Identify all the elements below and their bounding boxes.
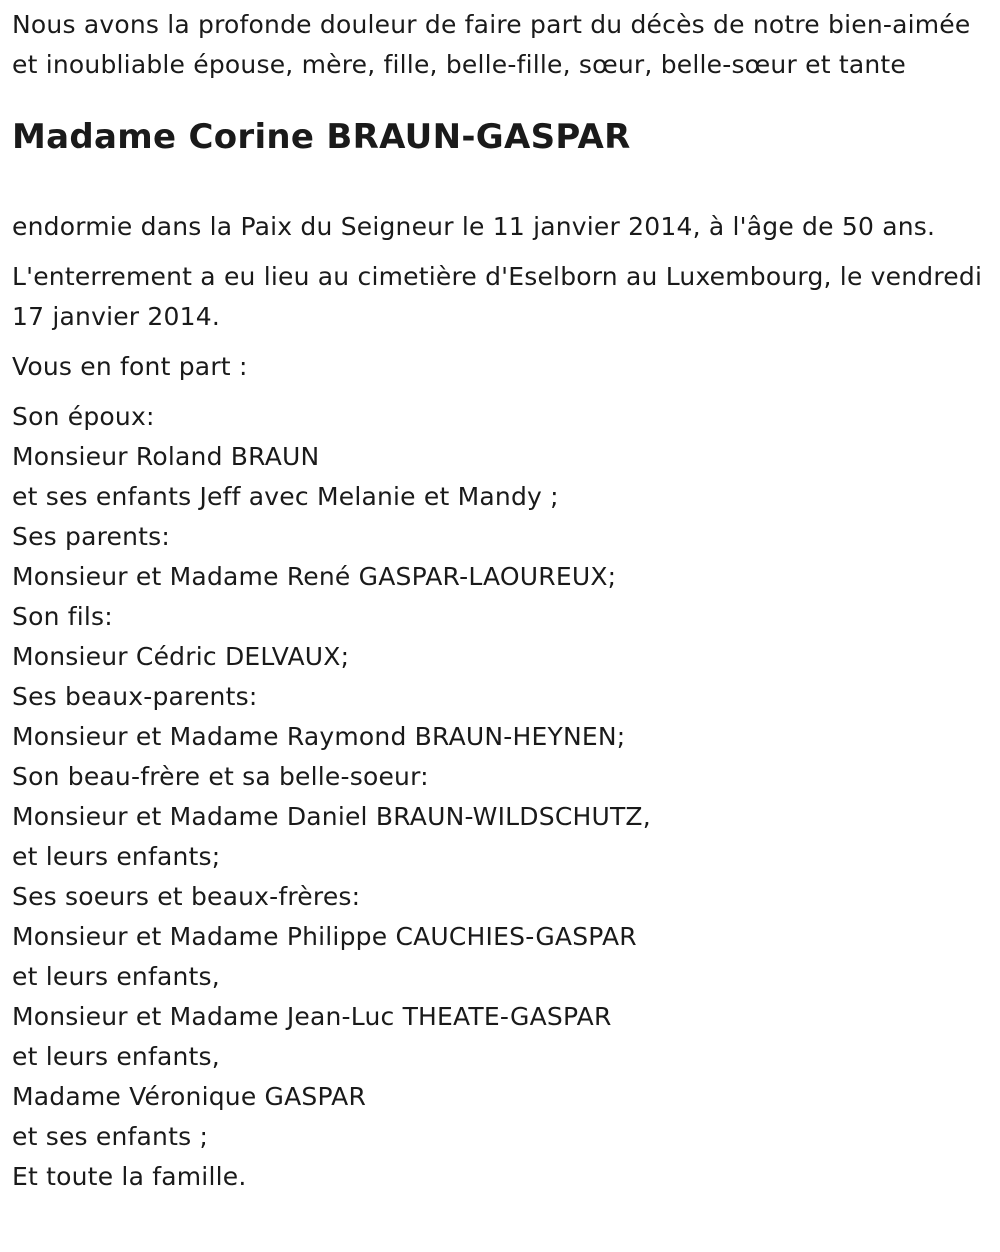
family-line: Monsieur Roland BRAUN [12,442,320,471]
family-line: et leurs enfants, [12,1042,220,1071]
family-line: Son époux: [12,402,155,431]
family-line: et leurs enfants; [12,842,221,871]
family-line: Monsieur et Madame René GASPAR-LAOUREUX; [12,562,617,591]
intro-text: Nous avons la profonde douleur de faire part du décès de notre bien-aimée et inoubliable épouse, mère, fille, belle-fille, sœur, belle-sœur et tante [12,10,971,79]
deceased-name: Madame Corine BRAUN-GASPAR [12,117,631,157]
family-line: Monsieur et Madame Philippe CAUCHIES-GASPAR [12,922,637,951]
family-line: Monsieur et Madame Jean-Luc THEATE-GASPAR [12,1002,612,1031]
family-line: et ses enfants ; [12,1122,209,1151]
family-line: Son beau-frère et sa belle-soeur: [12,762,429,791]
family-line: Monsieur Cédric DELVAUX; [12,642,350,671]
burial-text: L'enterrement a eu lieu au cimetière d'Eselborn au Luxembourg, le vendredi 17 janvier 2014. [12,262,983,331]
family-line: et ses enfants Jeff avec Melanie et Mandy ; [12,482,559,511]
family-line: Madame Véronique GASPAR [12,1082,367,1111]
family-line: Monsieur et Madame Daniel BRAUN-WILDSCHUTZ, [12,802,651,831]
family-line: Et toute la famille. [12,1162,247,1191]
family-line: Ses soeurs et beaux-frères: [12,882,361,911]
family-line: Ses parents: [12,522,171,551]
family-line: Monsieur et Madame Raymond BRAUN-HEYNEN; [12,722,626,751]
family-line: Son fils: [12,602,113,631]
announcers-heading: Vous en font part : [12,352,248,381]
passing-text: endormie dans la Paix du Seigneur le 11 janvier 2014, à l'âge de 50 ans. [12,212,936,241]
family-list [12,397,988,1197]
family-line: et leurs enfants, [12,962,220,991]
family-line: Ses beaux-parents: [12,682,258,711]
